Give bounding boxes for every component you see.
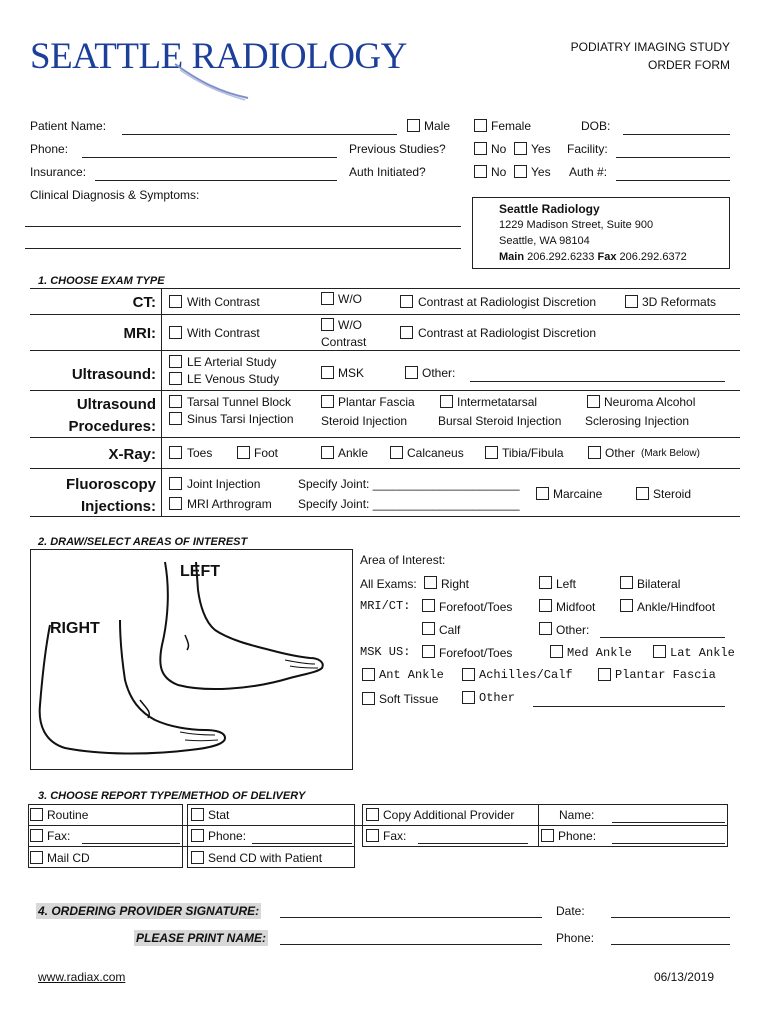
ct-3d-label: 3D Reformats	[642, 295, 717, 309]
ant-ankle-checkbox[interactable]	[362, 668, 375, 681]
plantar-fascia-checkbox[interactable]	[321, 395, 334, 408]
ct-with-contrast-label: With Contrast	[187, 295, 260, 309]
aoi-bilateral-checkbox[interactable]	[620, 576, 633, 589]
section-2-title: 2. DRAW/SELECT AREAS OF INTEREST	[38, 536, 248, 548]
footer-url[interactable]: www.radiax.com	[38, 970, 126, 984]
auth-initiated-label: Auth Initiated?	[349, 165, 426, 179]
xray-label: X-Ray:	[108, 446, 156, 463]
dob-label: DOB:	[581, 119, 611, 133]
copy-provider-label: Copy Additional Provider	[383, 808, 515, 822]
mri-ct-label: MRI/CT:	[360, 599, 411, 613]
mri-wo-label: W/O	[338, 318, 362, 332]
specify-joint-1[interactable]: Specify Joint: ______________________	[298, 477, 520, 491]
routine-label: Routine	[47, 808, 89, 822]
med-ankle-label: Med Ankle	[567, 646, 632, 660]
dob-field[interactable]	[623, 134, 730, 135]
previous-studies-label: Previous Studies?	[349, 142, 446, 156]
mrict-calf-checkbox[interactable]	[422, 622, 435, 635]
ankle-label: Ankle	[338, 446, 369, 460]
diagnosis-line-1[interactable]	[25, 226, 461, 227]
copy-provider-checkbox[interactable]	[366, 808, 379, 821]
plantar-fascia-label-2: Steroid Injection	[321, 414, 408, 428]
ct-label: CT:	[132, 294, 156, 311]
us-other-checkbox[interactable]	[405, 366, 418, 379]
logo: SEATTLE RADIOLOGY	[30, 36, 407, 77]
female-checkbox[interactable]	[474, 119, 487, 132]
send-cd-checkbox[interactable]	[191, 851, 204, 864]
phone-label: Phone:	[30, 142, 69, 156]
tibia-fibula-checkbox[interactable]	[485, 446, 498, 459]
auth-yes-checkbox[interactable]	[514, 165, 527, 178]
mail-cd-label: Mail CD	[47, 851, 90, 865]
fax-label: Fax:	[47, 829, 71, 843]
ultrasound-label: Ultrasound:	[71, 366, 156, 383]
address-box	[472, 197, 730, 269]
fax-label: Fax	[597, 251, 617, 263]
patient-name-label: Patient Name:	[30, 119, 107, 133]
main-label: Main	[499, 251, 525, 263]
female-label: Female	[491, 119, 532, 133]
ct-wo-checkbox[interactable]	[321, 292, 334, 305]
signature-label: 4. ORDERING PROVIDER SIGNATURE:	[38, 904, 260, 918]
plantar-label: Plantar Fascia	[615, 668, 716, 682]
divider	[30, 516, 740, 517]
mrict-other-checkbox[interactable]	[539, 622, 552, 635]
address-street: 1229 Madison Street, Suite 900	[499, 219, 654, 231]
fax-checkbox[interactable]	[30, 829, 43, 842]
diagnosis-line-2[interactable]	[25, 248, 461, 249]
marcaine-label: Marcaine	[553, 487, 603, 501]
us-other-field[interactable]	[470, 381, 725, 382]
le-venous-checkbox[interactable]	[169, 372, 182, 385]
section-3-title: 3. CHOOSE REPORT TYPE/METHOD OF DELIVERY	[38, 790, 306, 802]
ct-discretion-checkbox[interactable]	[400, 295, 413, 308]
insurance-field[interactable]	[95, 180, 337, 181]
phone2-checkbox[interactable]	[541, 829, 554, 842]
sinus-tarsi-label: Sinus Tarsi Injection	[187, 412, 294, 426]
divider	[28, 846, 355, 847]
mrict-ankle-hindfoot-checkbox[interactable]	[620, 599, 633, 612]
right-foot-label: RIGHT	[50, 620, 100, 637]
logo-swoosh	[170, 62, 250, 102]
msk-us-label: MSK US:	[360, 645, 411, 659]
soft-tissue-checkbox[interactable]	[362, 692, 375, 705]
le-venous-label: LE Venous Study	[187, 372, 280, 386]
phone-field[interactable]	[252, 843, 352, 844]
fluoroscopy-label-2: Injections:	[80, 498, 156, 515]
mri-with-contrast-label: With Contrast	[187, 326, 260, 340]
auth-no-checkbox[interactable]	[474, 165, 487, 178]
plantar-fascia-label: Plantar Fascia	[338, 395, 415, 409]
intermetatarsal-checkbox[interactable]	[440, 395, 453, 408]
calcaneus-label: Calcaneus	[407, 446, 464, 460]
mskus-other-label: Other	[479, 691, 516, 705]
divider	[538, 804, 539, 847]
mskus-other-field[interactable]	[533, 706, 725, 707]
ct-with-contrast-checkbox[interactable]	[169, 295, 182, 308]
name-field[interactable]	[612, 822, 725, 823]
calcaneus-checkbox[interactable]	[390, 446, 403, 459]
mri-discretion-label: Contrast at Radiologist Discretion	[418, 326, 597, 340]
mrict-ankle-hindfoot-label: Ankle/Hindfoot	[637, 600, 716, 614]
fax2-label: Fax:	[383, 829, 407, 843]
divider	[30, 314, 740, 315]
print-name-field[interactable]	[280, 944, 542, 945]
divider	[30, 437, 740, 438]
intermetatarsal-label-2: Bursal Steroid Injection	[438, 414, 562, 428]
xray-other-checkbox[interactable]	[588, 446, 601, 459]
all-exams-label: All Exams:	[360, 577, 417, 591]
marcaine-checkbox[interactable]	[536, 487, 549, 500]
toes-checkbox[interactable]	[169, 446, 182, 459]
mrict-other-field[interactable]	[600, 637, 725, 638]
intermetatarsal-label: Intermetatarsal	[457, 395, 538, 409]
main-phone: 206.292.6233	[527, 251, 595, 263]
us-other-label: Other:	[422, 366, 456, 380]
diagnosis-label: Clinical Diagnosis & Symptoms:	[30, 188, 200, 202]
auth-yes-label: Yes	[531, 165, 551, 179]
left-foot-label: LEFT	[180, 563, 220, 580]
form-title-2: ORDER FORM	[648, 58, 730, 72]
sinus-tarsi-checkbox[interactable]	[169, 412, 182, 425]
aoi-right-label: Right	[441, 577, 470, 591]
aoi-bilateral-label: Bilateral	[637, 577, 681, 591]
foot-label: Foot	[254, 446, 279, 460]
tarsal-tunnel-label: Tarsal Tunnel Block	[187, 395, 292, 409]
prev-no-label: No	[491, 142, 507, 156]
form-title-1: PODIATRY IMAGING STUDY	[570, 40, 730, 54]
xray-mark-below: (Mark Below)	[641, 448, 700, 459]
date-field[interactable]	[611, 917, 730, 918]
fax-number: 206.292.6372	[619, 251, 687, 263]
ct-wo-label: W/O	[338, 292, 362, 306]
achilles-checkbox[interactable]	[462, 668, 475, 681]
phone2-label: Phone:	[558, 829, 597, 843]
msk-label: MSK	[338, 366, 365, 380]
area-of-interest-label: Area of Interest:	[360, 553, 446, 567]
ant-ankle-label: Ant Ankle	[379, 668, 444, 682]
phone2-field[interactable]	[612, 843, 725, 844]
facility-label: Facility:	[567, 142, 608, 156]
auth-no-label: No	[491, 165, 507, 179]
mrict-calf-label: Calf	[439, 623, 461, 637]
divider	[28, 825, 728, 826]
tarsal-tunnel-checkbox[interactable]	[169, 395, 182, 408]
soft-tissue-label: Soft Tissue	[379, 692, 439, 706]
fax2-checkbox[interactable]	[366, 829, 379, 842]
lat-ankle-checkbox[interactable]	[653, 645, 666, 658]
footer-date: 06/13/2019	[653, 970, 714, 984]
divider	[161, 288, 162, 516]
steroid-checkbox[interactable]	[636, 487, 649, 500]
stat-checkbox[interactable]	[191, 808, 204, 821]
divider	[30, 350, 740, 351]
ct-discretion-label: Contrast at Radiologist Discretion	[418, 295, 597, 309]
foot-checkbox[interactable]	[237, 446, 250, 459]
routine-checkbox[interactable]	[30, 808, 43, 821]
divider	[30, 468, 740, 469]
aoi-right-checkbox[interactable]	[424, 576, 437, 589]
mri-with-contrast-checkbox[interactable]	[169, 326, 182, 339]
mrict-forefoot-checkbox[interactable]	[422, 599, 435, 612]
phone-checkbox[interactable]	[191, 829, 204, 842]
mrict-midfoot-label: Midfoot	[556, 600, 596, 614]
phone-field[interactable]	[82, 157, 337, 158]
le-arterial-label: LE Arterial Study	[187, 355, 277, 369]
name-label: Name:	[559, 808, 595, 822]
mskus-forefoot-checkbox[interactable]	[422, 645, 435, 658]
mri-arthrogram-checkbox[interactable]	[169, 497, 182, 510]
lat-ankle-label: Lat Ankle	[670, 646, 735, 660]
aoi-left-label: Left	[556, 577, 577, 591]
mri-arthrogram-label: MRI Arthrogram	[187, 497, 272, 511]
neuroma-label: Neuroma Alcohol	[604, 395, 696, 409]
auth-number-label: Auth #:	[569, 165, 608, 179]
steroid-label: Steroid	[653, 487, 692, 501]
mail-cd-checkbox[interactable]	[30, 851, 43, 864]
mri-discretion-checkbox[interactable]	[400, 326, 413, 339]
mrict-forefoot-label: Forefoot/Toes	[439, 600, 513, 614]
le-arterial-checkbox[interactable]	[169, 355, 182, 368]
mrict-other-label: Other:	[556, 623, 590, 637]
achilles-label: Achilles/Calf	[479, 668, 573, 682]
joint-injection-checkbox[interactable]	[169, 477, 182, 490]
patient-name-field[interactable]	[122, 134, 397, 135]
xray-other-label: Other	[605, 446, 636, 460]
prev-no-checkbox[interactable]	[474, 142, 487, 155]
date-label: Date:	[556, 904, 585, 918]
specify-joint-2[interactable]: Specify Joint: ______________________	[298, 497, 520, 511]
aoi-left-checkbox[interactable]	[539, 576, 552, 589]
toes-label: Toes	[187, 446, 213, 460]
ankle-checkbox[interactable]	[321, 446, 334, 459]
address-city: Seattle, WA 98104	[499, 235, 590, 247]
address-name: Seattle Radiology	[499, 202, 600, 216]
prev-yes-checkbox[interactable]	[514, 142, 527, 155]
section-1-title: 1. CHOOSE EXAM TYPE	[38, 275, 165, 287]
facility-field[interactable]	[616, 157, 730, 158]
mri-label: MRI:	[123, 325, 156, 342]
mrict-midfoot-checkbox[interactable]	[539, 599, 552, 612]
prev-yes-label: Yes	[531, 142, 551, 156]
phone-label: Phone:	[208, 829, 247, 843]
neuroma-checkbox[interactable]	[587, 395, 600, 408]
sig-phone-label: Phone:	[556, 931, 595, 945]
ct-3d-checkbox[interactable]	[625, 295, 638, 308]
mskus-other-checkbox[interactable]	[462, 691, 475, 704]
joint-injection-label: Joint Injection	[187, 477, 261, 491]
male-label: Male	[424, 119, 451, 133]
fluoroscopy-label-1: Fluoroscopy	[65, 476, 156, 493]
male-checkbox[interactable]	[407, 119, 420, 132]
mri-wo-checkbox[interactable]	[321, 318, 334, 331]
send-cd-label: Send CD with Patient	[208, 851, 323, 865]
mskus-forefoot-label: Forefoot/Toes	[439, 646, 513, 660]
plantar-checkbox[interactable]	[598, 668, 611, 681]
us-procedures-label-1: Ultrasound	[76, 396, 156, 413]
msk-checkbox[interactable]	[321, 366, 334, 379]
divider	[30, 390, 740, 391]
sig-phone-field[interactable]	[611, 944, 730, 945]
fax2-field[interactable]	[418, 843, 528, 844]
med-ankle-checkbox[interactable]	[550, 645, 563, 658]
auth-number-field[interactable]	[616, 180, 730, 181]
divider	[30, 288, 740, 289]
us-procedures-label-2: Procedures:	[68, 418, 156, 435]
feet-diagram[interactable]	[30, 550, 353, 771]
neuroma-label-2: Sclerosing Injection	[585, 414, 690, 428]
stat-label: Stat	[208, 808, 230, 822]
mri-wo-label-2: Contrast	[321, 335, 367, 349]
fax-field[interactable]	[82, 843, 180, 844]
signature-field[interactable]	[280, 917, 542, 918]
tibia-fibula-label: Tibia/Fibula	[502, 446, 564, 460]
insurance-label: Insurance:	[30, 165, 87, 179]
print-name-label: PLEASE PRINT NAME:	[135, 931, 266, 945]
